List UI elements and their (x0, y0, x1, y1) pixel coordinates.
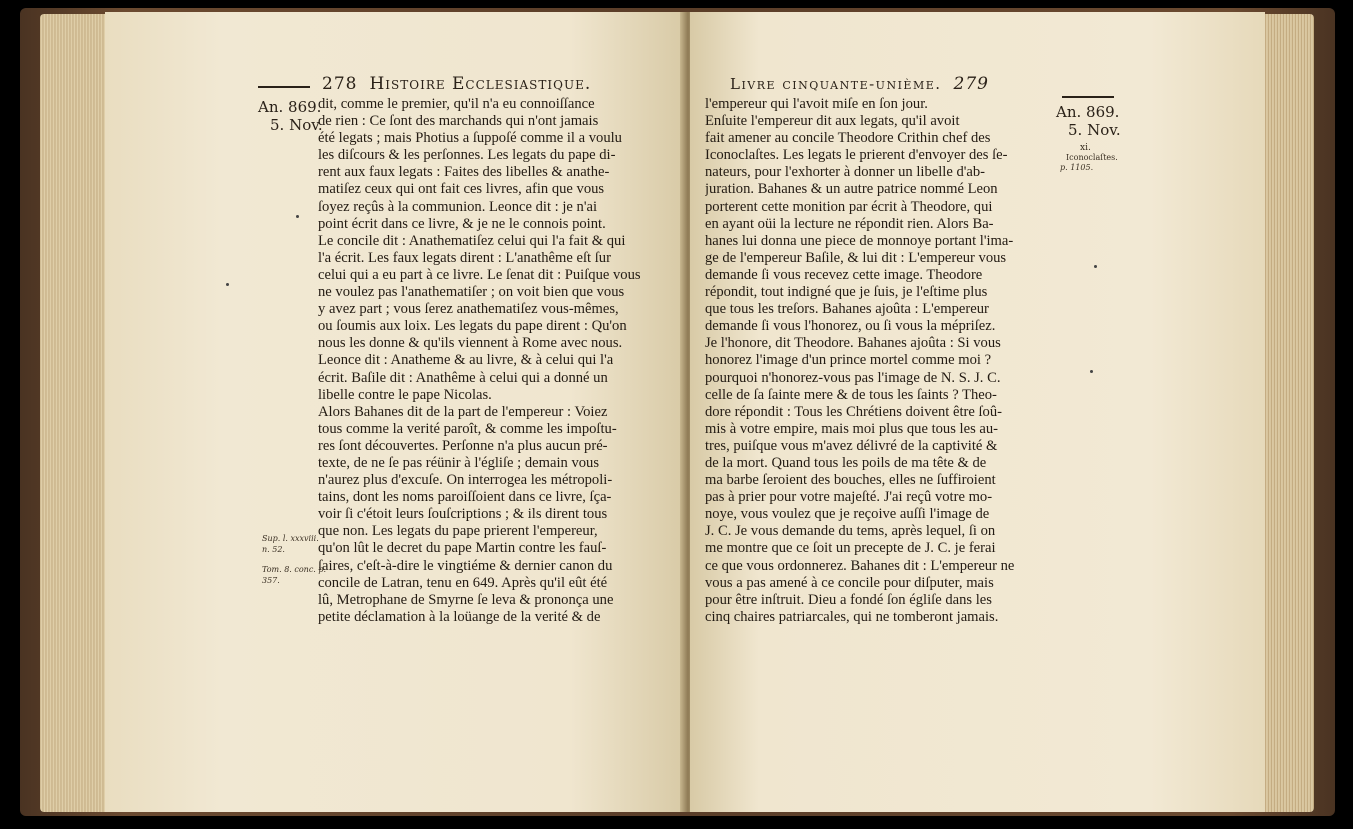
left-margin-month: 5. Nov. (270, 116, 323, 134)
left-margin-ref-4: 357. (262, 576, 280, 585)
text-line: que non. Les legats du pape prierent l'empereur, (318, 523, 598, 540)
right-margin-topic: Iconoclaſtes. (1066, 153, 1118, 162)
text-line: ne voulez pas l'anathematiſer ; on voit bien que vous (318, 284, 625, 301)
text-line: y avez part ; vous ſerez anathematiſez vous-mêmes, (318, 301, 619, 318)
text-line: Enſuite l'empereur dit aux legats, qu'il avoit (705, 113, 960, 130)
text-line: petite déclamation à la loüange de la verité & de (318, 608, 601, 625)
paper-speck (1094, 265, 1097, 268)
text-line: nateurs, pour l'exhorter à donner un libelle d'ab- (705, 164, 986, 181)
left-page-number: 278 (322, 74, 358, 94)
right-margin-ref: p. 1105. (1060, 163, 1094, 172)
text-line: vous a pas amené à ce concile pour diſputer, mais (705, 574, 994, 591)
text-line: Alors Bahanes dit de la part de l'empereur : Voiez (318, 403, 608, 420)
right-margin-section: xi. (1080, 143, 1091, 153)
text-line: cinq chaires patriarcales, qui ne tomberont jamais. (705, 608, 999, 625)
text-line: juration. Bahanes & un autre patrice nommé Leon (705, 181, 998, 198)
right-title: Livre cinquante-unième. (730, 75, 942, 93)
margin-rule-left (258, 86, 310, 88)
text-line: rent aux faux legats : Faites des libelles & anathe- (318, 164, 610, 181)
text-line: de la mort. Quand tous les poils de ma tête & de (705, 454, 987, 471)
text-line: n'aurez plus d'excuſe. On interrogea les métropoli- (318, 472, 613, 489)
margin-rule-right (1062, 96, 1114, 98)
text-line: point écrit dans ce livre, & je ne le connois point. (318, 215, 606, 232)
text-line: ce que vous ordonnerez. Bahanes dit : L'empereur ne (705, 557, 1015, 574)
text-line: ſaires, c'eſt-à-dire le vingtiéme & dernier canon du (318, 557, 613, 574)
text-line: pour être inſtruit. Dieu a fondé ſon égliſe dans les (705, 591, 992, 608)
text-line: dore répondit : Tous les Chrétiens doivent être ſoû- (705, 403, 1003, 420)
text-line: de rien : Ce ſont des marchands qui n'ont jamais (318, 113, 599, 130)
text-line: ge de l'empereur Baſile, & lui dit : L'empereur vous (705, 249, 1007, 266)
text-line: honorez l'image d'un prince mortel comme moi ? (705, 352, 992, 369)
text-line: celui qui a eu part à ce livre. Le ſenat dit : Puiſque vous (318, 266, 641, 283)
left-body-text (318, 96, 656, 626)
paper-speck (1090, 370, 1093, 373)
text-line: pourquoi n'honorez-vous pas l'image de N. S. J. C. (705, 369, 1001, 386)
text-line: celle de ſa ſainte mere & de tous les ſaints ? Theo- (705, 386, 997, 403)
page-edges-right (1262, 14, 1314, 812)
text-line: concile de Latran, tenu en 649. Après qu'il eût été (318, 574, 608, 591)
text-line: J. C. Je vous demande du tems, après lequel, ſi on (705, 523, 996, 540)
text-line: mis à votre empire, mais moi plus que tous les au- (705, 420, 999, 437)
left-running-head (322, 74, 591, 94)
text-line: tains, dont les noms paroiſſoient dans ce livre, ſça- (318, 489, 612, 506)
right-margin-year: An. 869. (1056, 103, 1120, 121)
left-margin-ref-3: Tom. 8. conc. p. (262, 565, 327, 574)
text-line: noye, vous voulez que je reçoive auſſi l'image de (705, 506, 990, 523)
text-line: matiſez ceux qui ont fait ces livres, afin que vous (318, 181, 605, 198)
right-running-head (730, 74, 989, 94)
right-body-text (705, 96, 1048, 626)
text-line: nous les donne & qu'ils viennent à Rome avec nous. (318, 335, 623, 352)
text-line: l'a écrit. Les faux legats dirent : L'anathême eſt ſur (318, 249, 611, 266)
text-line: dit, comme le premier, qu'il n'a eu connoiſſance (318, 96, 595, 112)
text-line: libelle contre le pape Nicolas. (318, 386, 492, 403)
text-line: res ſont découvertes. Perſonne n'a plus aucun pré- (318, 437, 608, 454)
text-line: ou ſoumis aux loix. Les legats du pape dirent : Qu'on (318, 318, 627, 335)
left-margin-year: An. 869. (258, 98, 322, 116)
left-margin-ref-2: n. 52. (262, 545, 285, 554)
text-line: Le concile dit : Anathematiſez celui qui l'a fait & qui (318, 232, 626, 249)
text-line: en ayant oüi la lecture ne répondit rien. Alors Ba- (705, 215, 994, 232)
text-line: l'empereur qui l'avoit miſe en ſon jour. (705, 96, 928, 112)
text-line: porterent cette monition par écrit à Theodore, qui (705, 198, 993, 215)
text-line: Je l'honore, dit Theodore. Bahanes ajoûta : Si vous (705, 335, 1001, 352)
page-edges-left (40, 14, 110, 812)
text-line: tous comme la verité paroît, & comme les impoſtu- (318, 420, 617, 437)
text-line: demande ſi vous recevez cette image. Theodore (705, 266, 983, 283)
text-line: voir ſi c'étoit leurs ſouſcriptions ; & ils dirent tous (318, 506, 608, 523)
paper-speck (296, 215, 299, 218)
text-line: texte, de ne ſe pas réünir à l'égliſe ; demain vous (318, 454, 600, 471)
left-title: Histoire Ecclesiastique. (369, 74, 592, 94)
text-line: pas à prier pour votre majeſté. J'ai reçû votre mo- (705, 489, 993, 506)
text-line: demande ſi vous l'honorez, ou ſi vous la mépriſez. (705, 318, 996, 335)
text-line: ma barbe ſeroient des bouches, elles ne ſuffiroient (705, 472, 996, 489)
text-line: les diſcours & les perſonnes. Les legats du pape di- (318, 147, 616, 164)
text-line: lû, Metrophane de Smyrne ſe leva & prononça une (318, 591, 614, 608)
text-line: tres, puiſque vous m'avez délivré de la captivité & (705, 437, 998, 454)
text-line: fait amener au concile Theodore Crithin chef des (705, 130, 991, 147)
text-line: répondit, tout indigné que je ſuis, je l'eſtime plus (705, 284, 988, 301)
text-line: ſoyez reçûs à la communion. Leonce dit : je n'ai (318, 198, 597, 215)
left-margin-ref-1: Sup. l. xxxviii. (262, 534, 319, 543)
text-line: été legats ; mais Photius a ſuppoſé comme il a voulu (318, 130, 622, 147)
text-line: qu'on lût le decret du pape Martin contre les fauſ- (318, 540, 607, 557)
text-line: hanes lui donna une piece de monnoye portant l'ima- (705, 232, 1014, 249)
right-page-number: 279 (953, 74, 989, 94)
text-line: écrit. Baſile dit : Anathême à celui qui a donné un (318, 369, 608, 386)
text-line: que tous les treſors. Bahanes ajoûta : L'empereur (705, 301, 989, 318)
paper-speck (226, 283, 229, 286)
text-line: Leonce dit : Anatheme & au livre, & à celui qui l'a (318, 352, 614, 369)
text-line: Iconoclaſtes. Les legats le prierent d'envoyer des ſe- (705, 147, 1008, 164)
text-line: me montre que ce ſoit un precepte de J. C. je ferai (705, 540, 996, 557)
right-margin-month: 5. Nov. (1068, 121, 1121, 139)
